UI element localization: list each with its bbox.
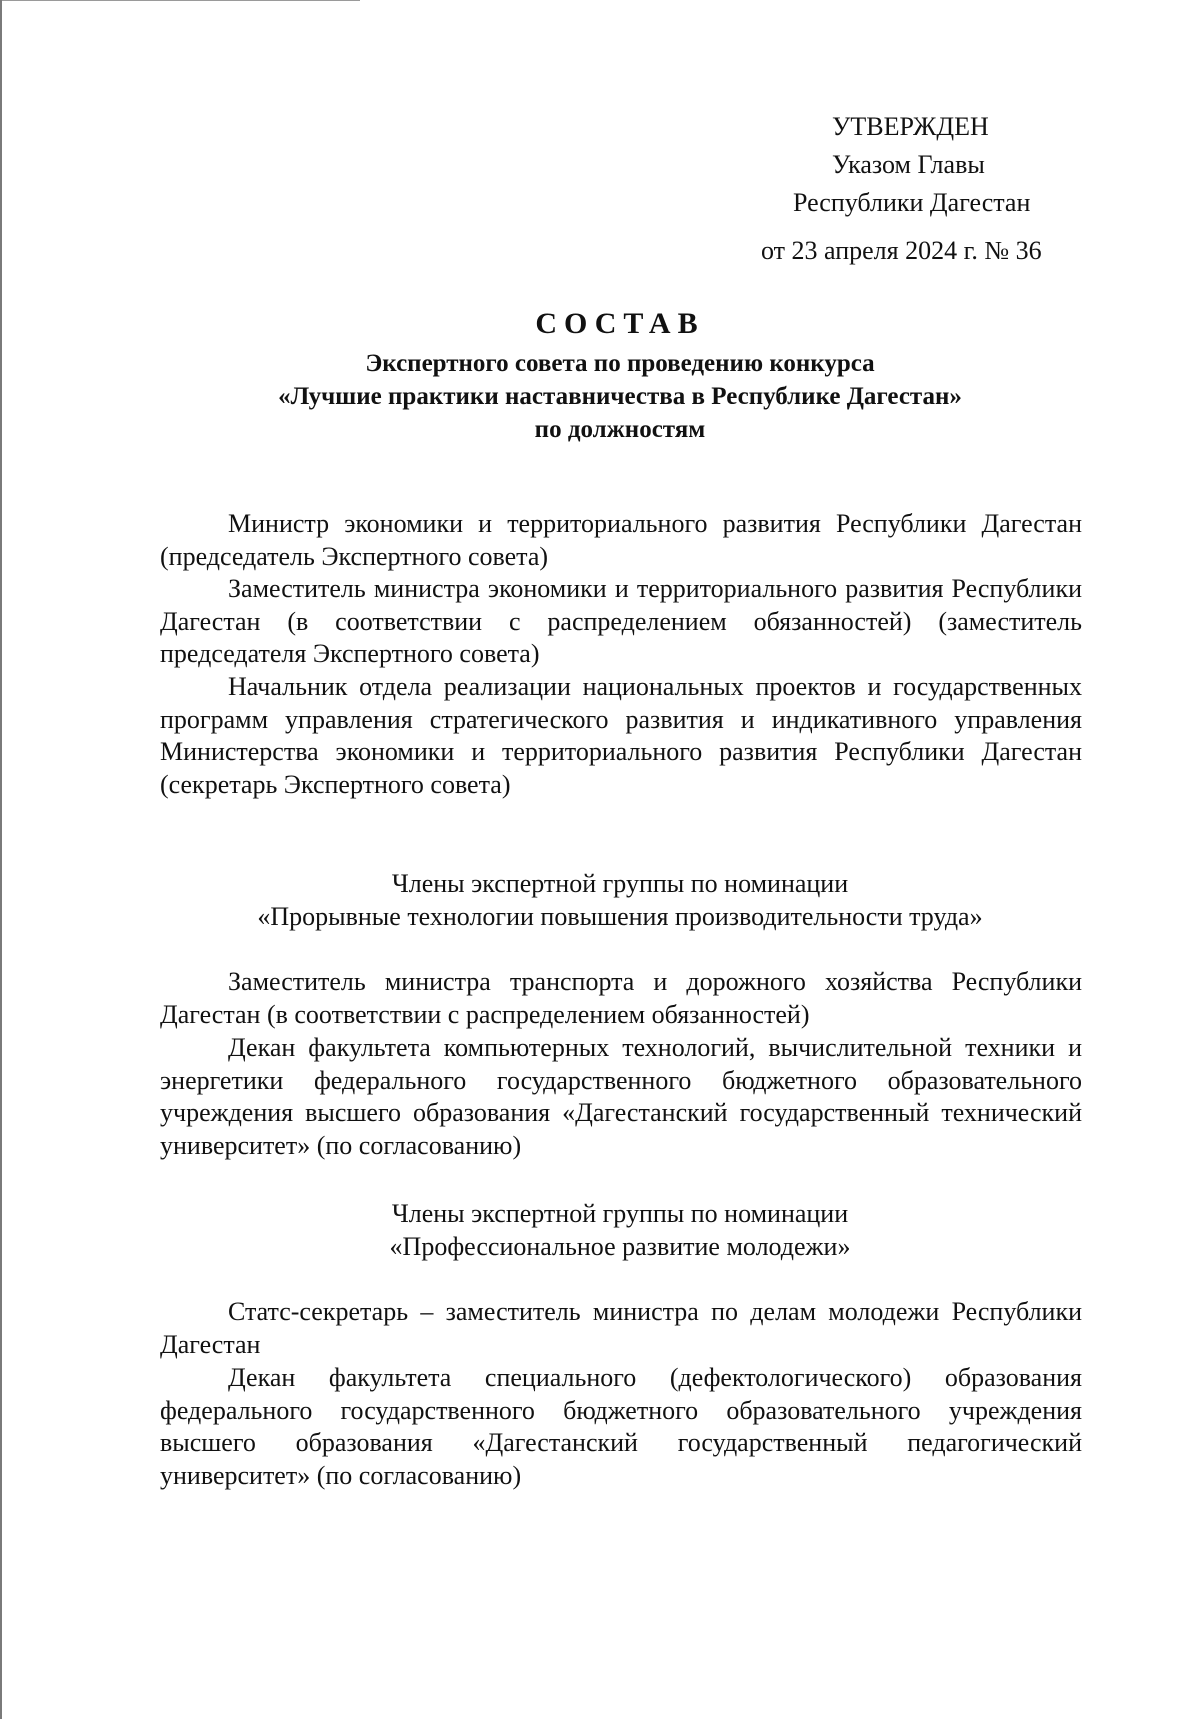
group1-heading <box>160 867 1080 933</box>
scan-edge-left <box>0 0 2 1719</box>
document-title <box>160 305 1080 446</box>
group2-member-2: Декан факультета специального (дефектологического) образования федерального государственного бюджетного образовательного учреждения высшего образования «Дагестанский государственный педагогический университет» (по согласованию) <box>160 1363 1082 1490</box>
group2-heading <box>160 1197 1080 1263</box>
group2-heading-line2: «Профессиональное развитие молодежи» <box>389 1232 851 1261</box>
approval-decree: Указом Главы <box>832 150 985 179</box>
council-deputy-chairman: Заместитель министра экономики и территориального развития Республики Дагестан (в соответствии с распределением обязанностей) (заместитель председателя Экспертного совета) <box>160 574 1082 668</box>
group2-member-1: Статс-секретарь – заместитель министра по делам молодежи Республики Дагестан <box>160 1297 1082 1359</box>
group2-heading-line1: Члены экспертной группы по номинации <box>391 1199 849 1228</box>
approval-date-number: от 23 апреля 2024 г. № 36 <box>761 236 1042 265</box>
council-chairman: Министр экономики и территориального развития Республики Дагестан (председатель Экспертного совета) <box>160 509 1082 571</box>
group1-member-2: Декан факультета компьютерных технологий, вычислительной техники и энергетики федерального государственного бюджетного образовательного учреждения высшего образования «Дагестанский государственный технический университет» (по согласованию) <box>160 1033 1082 1160</box>
scan-edge-top <box>0 0 360 1</box>
approval-republic: Республики Дагестан <box>793 188 1031 217</box>
approval-title: УТВЕРЖДЕН <box>832 112 989 141</box>
title-main: СОСТАВ <box>535 307 705 340</box>
group1-member-1: Заместитель министра транспорта и дорожного хозяйства Республики Дагестан (в соответствии с распределением обязанностей) <box>160 967 1082 1029</box>
title-line-2: «Лучшие практики наставничества в Республике Дагестан» <box>278 383 962 410</box>
title-line-3: по должностям <box>534 416 706 443</box>
council-secretary: Начальник отдела реализации национальных проектов и государственных программ управления стратегического развития и индикативного управления Министерства экономики и территориального развития Республики Дагестан (секретарь Экспертного совета) <box>160 672 1082 799</box>
group1-heading-line1: Члены экспертной группы по номинации <box>391 869 849 898</box>
title-line-1: Экспертного совета по проведению конкурса <box>365 350 875 377</box>
group1-heading-line2: «Прорывные технологии повышения производительности труда» <box>257 902 983 931</box>
